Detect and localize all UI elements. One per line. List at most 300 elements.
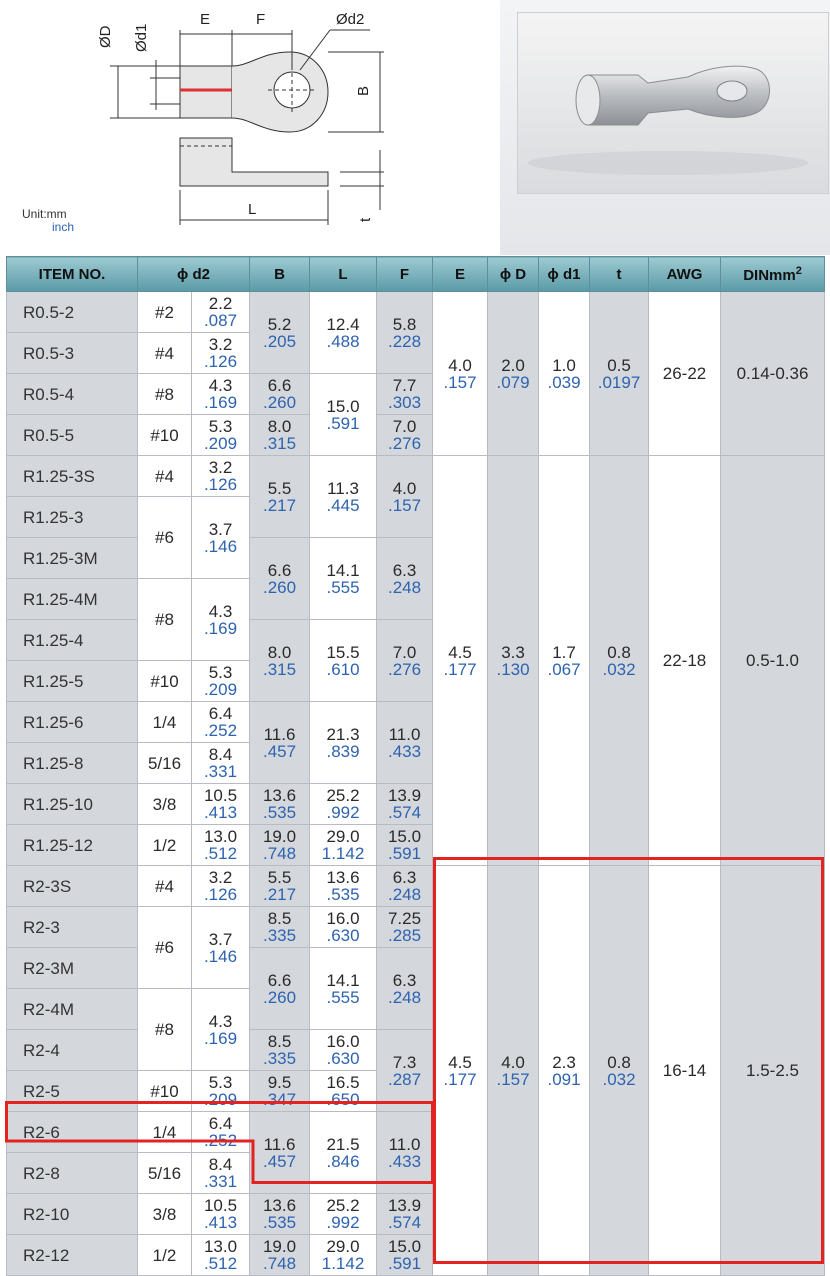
header-B: B: [250, 257, 310, 292]
b-inch: .217: [262, 495, 297, 515]
stud-size: #8: [138, 374, 192, 415]
table-body: [7, 292, 825, 1276]
d2-inch: .209: [203, 1090, 238, 1109]
item-no: R1.25-4M: [7, 579, 138, 620]
table-header-row: [7, 257, 825, 292]
t-inch: .032: [602, 659, 636, 679]
f-cell: [377, 456, 433, 538]
e-inch: .157: [443, 372, 477, 392]
l-cell: [310, 1030, 377, 1071]
e-cell: [433, 456, 488, 866]
b-inch: .315: [262, 434, 297, 453]
f-mm: 13.9: [387, 1196, 422, 1215]
f-inch: .248: [387, 987, 422, 1007]
d2-cell: [192, 784, 250, 825]
l-inch: 1.142: [321, 1254, 365, 1273]
header-D: ϕ D: [488, 257, 539, 292]
f-inch: .591: [387, 844, 422, 863]
d2-inch: .126: [203, 885, 238, 904]
header-din-text: DINmm: [743, 266, 796, 284]
f-cell: [377, 866, 433, 907]
t-mm: 0.8: [607, 1052, 631, 1072]
l-cell: [310, 456, 377, 538]
d2-inch: .512: [203, 844, 238, 863]
f-mm: 7.25: [387, 909, 422, 928]
d2-mm: 2.2: [208, 294, 233, 313]
l-inch: .610: [326, 659, 360, 679]
b-mm: 19.0: [262, 827, 297, 846]
item-no: R2-3: [7, 907, 138, 948]
l-mm: 16.5: [326, 1073, 360, 1092]
l-mm: 16.0: [326, 1032, 360, 1051]
d1-mm: 2.3: [552, 1052, 576, 1072]
l-inch: .992: [326, 1213, 360, 1232]
item-no: R2-4M: [7, 989, 138, 1030]
f-cell: [377, 415, 433, 456]
d2-inch: .169: [203, 618, 238, 638]
l-cell: [310, 825, 377, 866]
l-mm: 21.5: [326, 1134, 360, 1154]
l-inch: .630: [326, 1049, 360, 1068]
d2-cell: [192, 825, 250, 866]
l-inch: .445: [326, 495, 360, 515]
f-inch: .276: [387, 434, 422, 453]
b-cell: [250, 784, 310, 825]
b-mm: 9.5: [267, 1073, 292, 1092]
item-no: R1.25-5: [7, 661, 138, 702]
item-no: R1.25-12: [7, 825, 138, 866]
item-no: R2-3M: [7, 948, 138, 989]
d2-inch: .126: [203, 352, 238, 371]
f-mm: 4.0: [392, 478, 417, 498]
f-inch: .591: [387, 1254, 422, 1273]
f-inch: .157: [387, 495, 422, 515]
d2-cell: [192, 1194, 250, 1235]
f-inch: .574: [387, 803, 422, 822]
f-mm: 7.0: [392, 417, 417, 436]
b-inch: .335: [262, 926, 297, 945]
item-no: R1.25-10: [7, 784, 138, 825]
stud-size: #2: [138, 292, 192, 333]
d2-inch: .252: [203, 721, 238, 740]
item-no: R0.5-2: [7, 292, 138, 333]
f-cell: [377, 620, 433, 702]
b-cell: [250, 866, 310, 907]
label-B: B: [355, 85, 372, 96]
b-mm: 6.6: [267, 970, 292, 990]
b-inch: .535: [262, 1213, 297, 1232]
d2-inch: .169: [203, 393, 238, 412]
table-row: [7, 292, 825, 333]
f-mm: 6.3: [392, 560, 417, 580]
l-mm: 29.0: [326, 1237, 360, 1256]
l-cell: [310, 1194, 377, 1235]
d2-mm: 6.4: [208, 1114, 233, 1133]
d2-cell: [192, 497, 250, 579]
stud-size: 3/8: [138, 1194, 192, 1235]
b-inch: .335: [262, 1049, 297, 1068]
d2-inch: .512: [203, 1254, 238, 1273]
b-cell: [250, 620, 310, 702]
din-cell: 0.14-0.36: [721, 292, 825, 456]
item-no: R2-3S: [7, 866, 138, 907]
b-mm: 11.6: [263, 724, 296, 744]
item-no: R0.5-4: [7, 374, 138, 415]
item-no: R2-10: [7, 1194, 138, 1235]
od-inch: .157: [496, 1069, 530, 1089]
label-d2: Ød2: [336, 11, 365, 28]
din-cell: 1.5-2.5: [721, 866, 825, 1276]
od-cell: [488, 866, 539, 1276]
label-t: t: [357, 217, 374, 222]
b-cell: [250, 1071, 310, 1112]
item-no: R1.25-8: [7, 743, 138, 784]
f-cell: [377, 538, 433, 620]
l-cell: [310, 1235, 377, 1276]
f-inch: .433: [387, 741, 422, 761]
d2-mm: 5.3: [208, 1073, 233, 1092]
b-mm: 13.6: [262, 1196, 297, 1215]
d2-mm: 13.0: [203, 1237, 238, 1256]
l-inch: .555: [326, 987, 360, 1007]
d2-mm: 5.3: [208, 663, 233, 682]
d2-mm: 10.5: [203, 1196, 238, 1215]
od-mm: 2.0: [501, 355, 525, 375]
l-inch: 1.142: [321, 844, 365, 863]
f-cell: [377, 1235, 433, 1276]
f-mm: 11.0: [388, 724, 421, 744]
stud-size: 1/2: [138, 1235, 192, 1276]
d2-cell: [192, 866, 250, 907]
d1-inch: .039: [547, 372, 581, 392]
d2-cell: [192, 989, 250, 1071]
od-cell: [488, 292, 539, 456]
f-inch: .303: [387, 393, 422, 412]
stud-size: 1/4: [138, 1112, 192, 1153]
e-mm: 4.5: [448, 642, 472, 662]
d2-inch: .331: [203, 1172, 238, 1191]
b-cell: [250, 292, 310, 374]
label-F: F: [256, 11, 266, 28]
f-inch: .248: [387, 885, 422, 904]
e-inch: .177: [443, 659, 477, 679]
b-cell: [250, 1112, 310, 1194]
b-mm: 19.0: [262, 1237, 297, 1256]
unit-legend: [22, 208, 74, 234]
stud-size: #8: [138, 579, 192, 661]
f-mm: 6.3: [392, 970, 417, 990]
f-mm: 6.3: [392, 868, 417, 887]
f-cell: [377, 292, 433, 374]
l-mm: 29.0: [326, 827, 360, 846]
l-inch: .630: [326, 926, 360, 945]
table-row: [7, 456, 825, 497]
stud-size: #4: [138, 866, 192, 907]
d2-mm: 3.7: [208, 519, 233, 539]
l-inch: .488: [326, 331, 360, 351]
b-cell: [250, 415, 310, 456]
od-inch: .130: [496, 659, 530, 679]
d2-cell: [192, 456, 250, 497]
d2-mm: 3.2: [208, 868, 233, 887]
d2-mm: 3.2: [208, 458, 233, 477]
f-mm: 15.0: [387, 827, 422, 846]
stud-size: #6: [138, 907, 192, 989]
b-inch: .260: [262, 393, 297, 412]
header-d2: ϕ d2: [138, 257, 250, 292]
unit-mm: Unit:mm: [22, 207, 67, 221]
header-L: L: [310, 257, 377, 292]
d2-inch: .209: [203, 434, 238, 453]
d1-cell: [539, 866, 590, 1276]
d2-cell: [192, 743, 250, 784]
stud-size: #10: [138, 661, 192, 702]
b-cell: [250, 948, 310, 1030]
header-E: E: [433, 257, 488, 292]
b-mm: 6.6: [267, 560, 292, 580]
item-no: R2-8: [7, 1153, 138, 1194]
b-cell: [250, 1235, 310, 1276]
d2-inch: .209: [203, 680, 238, 699]
e-cell: [433, 292, 488, 456]
t-cell: [590, 866, 649, 1276]
unit-inch: inch: [52, 220, 75, 234]
l-mm: 14.1: [326, 560, 360, 580]
l-cell: [310, 907, 377, 948]
b-inch: .315: [262, 659, 297, 679]
f-cell: [377, 825, 433, 866]
b-cell: [250, 1194, 310, 1235]
stud-size: 1/2: [138, 825, 192, 866]
stud-size: #6: [138, 497, 192, 579]
f-mm: 7.0: [392, 642, 417, 662]
l-cell: [310, 866, 377, 907]
d2-mm: 5.3: [208, 417, 233, 436]
f-inch: .287: [387, 1069, 422, 1089]
d1-inch: .091: [547, 1069, 581, 1089]
l-cell: [310, 948, 377, 1030]
l-inch: .650: [326, 1090, 360, 1109]
l-mm: 21.3: [326, 724, 360, 744]
b-cell: [250, 907, 310, 948]
b-mm: 11.6: [263, 1134, 296, 1154]
d2-mm: 10.5: [203, 786, 238, 805]
d2-mm: 4.3: [208, 601, 233, 621]
d2-mm: 3.2: [208, 335, 233, 354]
l-mm: 12.4: [326, 314, 360, 334]
d2-inch: .252: [203, 1131, 238, 1150]
t-cell: [590, 456, 649, 866]
f-cell: [377, 1030, 433, 1112]
item-no: R1.25-3S: [7, 456, 138, 497]
l-cell: [310, 1112, 377, 1194]
b-inch: .217: [262, 885, 297, 904]
b-inch: .457: [262, 741, 297, 761]
d2-cell: [192, 1071, 250, 1112]
d2-inch: .146: [203, 536, 238, 556]
l-cell: [310, 292, 377, 374]
d1-cell: [539, 292, 590, 456]
d2-mm: 6.4: [208, 704, 233, 723]
awg-cell: 16-14: [649, 866, 721, 1276]
b-cell: [250, 374, 310, 415]
t-mm: 0.5: [607, 355, 631, 375]
od-inch: .079: [496, 372, 530, 392]
f-mm: 15.0: [387, 1237, 422, 1256]
f-inch: .285: [387, 926, 422, 945]
l-mm: 16.0: [326, 909, 360, 928]
d1-cell: [539, 456, 590, 866]
f-inch: .248: [387, 577, 422, 597]
l-inch: .555: [326, 577, 360, 597]
f-mm: 7.3: [392, 1052, 417, 1072]
l-inch: .839: [326, 741, 360, 761]
ring-terminal-icon: [518, 13, 828, 193]
d2-cell: [192, 1112, 250, 1153]
d2-cell: [192, 292, 250, 333]
d2-mm: 8.4: [208, 1155, 233, 1174]
ring-terminal-photo: [517, 12, 829, 194]
d2-mm: 3.7: [208, 929, 233, 949]
od-mm: 3.3: [501, 642, 525, 662]
f-mm: 13.9: [387, 786, 422, 805]
l-mm: 15.0: [326, 396, 360, 416]
e-mm: 4.0: [448, 355, 472, 375]
f-mm: 11.0: [388, 1134, 421, 1154]
e-cell: [433, 866, 488, 1276]
stud-size: #4: [138, 456, 192, 497]
b-inch: .260: [262, 987, 297, 1007]
item-no: R0.5-3: [7, 333, 138, 374]
b-mm: 8.0: [267, 417, 292, 436]
header-item-no: ITEM NO.: [7, 257, 138, 292]
f-cell: [377, 907, 433, 948]
f-inch: .433: [387, 1151, 422, 1171]
din-cell: 0.5-1.0: [721, 456, 825, 866]
f-mm: 7.7: [392, 376, 417, 395]
d2-mm: 4.3: [208, 376, 233, 395]
d2-mm: 13.0: [203, 827, 238, 846]
d2-cell: [192, 907, 250, 989]
b-cell: [250, 702, 310, 784]
b-mm: 6.6: [267, 376, 292, 395]
f-cell: [377, 1194, 433, 1235]
d2-inch: .087: [203, 311, 238, 330]
b-inch: .748: [262, 1254, 297, 1273]
terminal-dimension-diagram: [0, 0, 500, 250]
b-cell: [250, 825, 310, 866]
header-d1: ϕ d1: [539, 257, 590, 292]
b-inch: .748: [262, 844, 297, 863]
b-mm: 8.5: [267, 1032, 292, 1051]
item-no: R1.25-3: [7, 497, 138, 538]
l-mm: 13.6: [326, 868, 360, 887]
stud-size: 1/4: [138, 702, 192, 743]
f-inch: .574: [387, 1213, 422, 1232]
item-no: R2-5: [7, 1071, 138, 1112]
od-cell: [488, 456, 539, 866]
d2-inch: .126: [203, 475, 238, 494]
b-inch: .205: [262, 331, 297, 351]
d2-cell: [192, 579, 250, 661]
e-inch: .177: [443, 1069, 477, 1089]
d2-inch: .146: [203, 946, 238, 966]
header-AWG: AWG: [649, 257, 721, 292]
b-inch: .260: [262, 577, 297, 597]
b-mm: 5.2: [267, 314, 292, 334]
t-mm: 0.8: [607, 642, 631, 662]
l-cell: [310, 1071, 377, 1112]
t-cell: [590, 292, 649, 456]
awg-cell: 22-18: [649, 456, 721, 866]
d1-mm: 1.0: [552, 355, 576, 375]
d1-inch: .067: [547, 659, 581, 679]
l-mm: 15.5: [326, 642, 360, 662]
stud-size: 5/16: [138, 743, 192, 784]
d2-inch: .331: [203, 762, 238, 781]
d2-cell: [192, 661, 250, 702]
b-cell: [250, 538, 310, 620]
l-inch: .992: [326, 803, 360, 822]
stud-size: #10: [138, 415, 192, 456]
d2-cell: [192, 1153, 250, 1194]
l-cell: [310, 784, 377, 825]
f-cell: [377, 948, 433, 1030]
label-L: L: [248, 201, 257, 218]
header-DIN: [721, 257, 825, 292]
b-inch: .457: [262, 1151, 297, 1171]
b-inch: .535: [262, 803, 297, 822]
d1-mm: 1.7: [552, 642, 576, 662]
b-mm: 8.5: [267, 909, 292, 928]
l-mm: 25.2: [326, 1196, 360, 1215]
header-din-sup: 2: [795, 264, 802, 277]
l-mm: 14.1: [326, 970, 360, 990]
d2-cell: [192, 1235, 250, 1276]
l-cell: [310, 538, 377, 620]
table-row: [7, 866, 825, 907]
b-mm: 5.5: [267, 478, 292, 498]
l-inch: .591: [326, 413, 360, 433]
f-cell: [377, 702, 433, 784]
l-inch: .846: [326, 1151, 360, 1171]
stud-size: 3/8: [138, 784, 192, 825]
l-cell: [310, 620, 377, 702]
b-cell: [250, 456, 310, 538]
d2-mm: 8.4: [208, 745, 233, 764]
d2-cell: [192, 415, 250, 456]
stud-size: #4: [138, 333, 192, 374]
label-D: ØD: [97, 25, 114, 48]
d2-inch: .413: [203, 803, 238, 822]
b-mm: 8.0: [267, 642, 292, 662]
e-mm: 4.5: [448, 1052, 472, 1072]
item-no: R0.5-5: [7, 415, 138, 456]
label-E: E: [200, 11, 211, 28]
item-no: R2-4: [7, 1030, 138, 1071]
item-no: R2-6: [7, 1112, 138, 1153]
f-cell: [377, 1112, 433, 1194]
f-cell: [377, 784, 433, 825]
l-cell: [310, 374, 377, 456]
item-no: R1.25-3M: [7, 538, 138, 579]
label-d1: Ød1: [133, 23, 150, 52]
l-inch: .535: [326, 885, 360, 904]
f-mm: 5.8: [392, 314, 417, 334]
stud-size: 5/16: [138, 1153, 192, 1194]
l-mm: 25.2: [326, 786, 360, 805]
t-inch: .032: [602, 1069, 636, 1089]
